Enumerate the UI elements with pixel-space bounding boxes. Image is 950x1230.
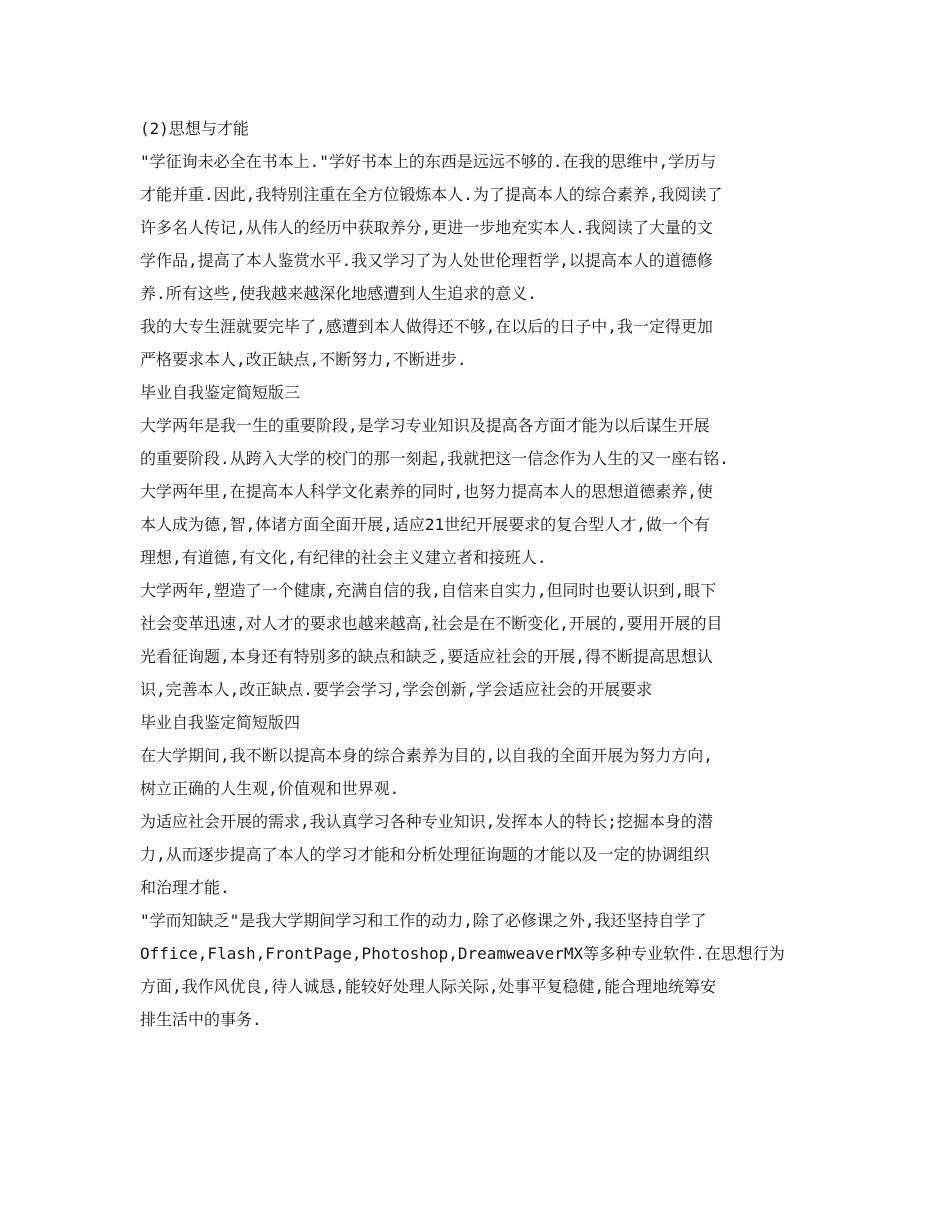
section-heading: 毕业自我鉴定简短版四 bbox=[140, 713, 301, 732]
paragraph-line: "学征询未必全在书本上."学好书本上的东西是远远不够的.在我的思维中,学历与 bbox=[140, 152, 717, 171]
paragraph-line: 才能并重.因此,我特别注重在全方位锻炼本人.为了提高本人的综合素养,我阅读了 bbox=[140, 185, 723, 204]
paragraph-line: 和治理才能. bbox=[140, 878, 230, 897]
paragraph-line: 理想,有道德,有文化,有纪律的社会主义建立者和接班人. bbox=[140, 548, 547, 567]
paragraph-line: 为适应社会开展的需求,我认真学习各种专业知识,发挥本人的特长;挖掘本身的潜 bbox=[140, 812, 713, 831]
paragraph-line: 排生活中的事务. bbox=[140, 1010, 262, 1029]
section-heading: 毕业自我鉴定简短版三 bbox=[140, 383, 301, 402]
paragraph-line: 大学两年,塑造了一个健康,充满自信的我,自信来自实力,但同时也要认识到,眼下 bbox=[140, 581, 717, 600]
paragraph-line: 我的大专生涯就要完毕了,感遭到本人做得还不够,在以后的日子中,我一定得更加 bbox=[140, 317, 713, 336]
paragraph-line: 严格要求本人,改正缺点,不断努力,不断进步. bbox=[140, 350, 467, 369]
paragraph-line: 识,完善本人,改正缺点.要学会学习,学会创新,学会适应社会的开展要求 bbox=[140, 680, 653, 699]
paragraph-line: 光看征询题,本身还有特别多的缺点和缺乏,要适应社会的开展,得不断提高思想认 bbox=[140, 647, 713, 666]
paragraph-line: 力,从而逐步提高了本人的学习才能和分析处理征询题的才能以及一定的协调组织 bbox=[140, 845, 710, 864]
document-body bbox=[140, 112, 812, 1036]
section-heading: (2)思想与才能 bbox=[140, 119, 249, 138]
paragraph-line: 许多名人传记,从伟人的经历中获取养分,更进一步地充实本人.我阅读了大量的文 bbox=[140, 218, 713, 237]
paragraph-line: "学而知缺乏"是我大学期间学习和工作的动力,除了必修课之外,我还坚持自学了 bbox=[140, 911, 707, 930]
paragraph-line: 的重要阶段.从跨入大学的校门的那一刻起,我就把这一信念作为人生的又一座右铭. bbox=[140, 449, 729, 468]
paragraph-line: 养.所有这些,使我越来越深化地感遭到人生追求的意义. bbox=[140, 284, 537, 303]
paragraph-line: 大学两年是我一生的重要阶段,是学习专业知识及提高各方面才能为以后谋生开展 bbox=[140, 416, 710, 435]
paragraph-line: 大学两年里,在提高本人科学文化素养的同时,也努力提高本人的思想道德素养,使 bbox=[140, 482, 713, 501]
paragraph-line: 社会变革迅速,对人才的要求也越来越高,社会是在不断变化,开展的,要用开展的目 bbox=[140, 614, 723, 633]
paragraph-line: Office,Flash,FrontPage,Photoshop,DreamweaverMX等多种专业软件.在思想行为 bbox=[140, 944, 785, 963]
paragraph-line: 学作品,提高了本人鉴赏水平.我又学习了为人处世伦理哲学,以提高本人的道德修 bbox=[140, 251, 713, 270]
paragraph-line: 在大学期间,我不断以提高本身的综合素养为目的,以自我的全面开展为努力方向, bbox=[140, 746, 713, 765]
paragraph-line: 本人成为德,智,体诸方面全面开展,适应21世纪开展要求的复合型人才,做一个有 bbox=[140, 515, 710, 534]
paragraph-line: 方面,我作风优良,待人诚恳,能较好处理人际关际,处事平复稳健,能合理地统筹安 bbox=[140, 977, 717, 996]
paragraph-line: 树立正确的人生观,价值观和世界观. bbox=[140, 779, 400, 798]
